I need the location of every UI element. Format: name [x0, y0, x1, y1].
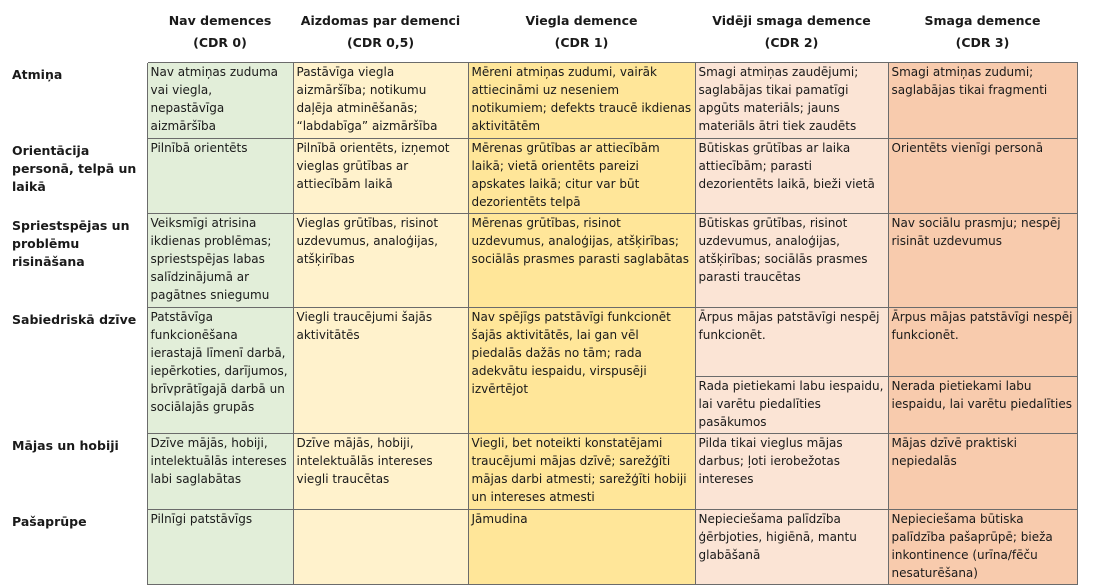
table-row-judgment [10, 214, 1077, 308]
column-header-label: Smaga demence [924, 13, 1041, 28]
table-cell: Mēreni atmiņas zudumi, vairāk attiecināmi uz neseniem notikumiem; defekts traucē ikdienas aktivitātēm [468, 63, 695, 139]
table-cell: Veiksmīgi atrisina ikdienas problēmas; spriestspējas labas salīdzinājumā ar pagātnes sniegumu [147, 214, 293, 308]
column-header-cdr3 [888, 6, 1077, 63]
table-cell: Pilnībā orientēts [147, 139, 293, 214]
table-cell: Nepieciešama palīdzība ģērbjoties, higiēnā, mantu glabāšanā [695, 510, 888, 585]
table-cell: Mērenas grūtības, risinot uzdevumus, analoģijas, atšķirības; sociālās prasmes parasti saglabātas [468, 214, 695, 308]
column-header-code: (CDR 1) [554, 35, 609, 50]
column-header-label: Viegla demence [525, 13, 638, 28]
row-header-personal-care: Pašaprūpe [10, 510, 147, 585]
column-header-cdr05 [293, 6, 468, 63]
table-cell: Dzīve mājās, hobiji, intelektuālās intereses labi saglabātas [147, 434, 293, 510]
table-cell-split [888, 308, 1077, 434]
column-header-cdr0 [147, 6, 293, 63]
table-row-home-hobbies [10, 434, 1077, 510]
column-header-code: (CDR 0) [193, 35, 247, 50]
row-header-community-affairs: Sabiedriskā dzīve [10, 308, 147, 434]
table-cell: Smagi atmiņas zudumi; saglabājas tikai fragmenti [888, 63, 1077, 139]
table-cell: Nepieciešama būtiska palīdzība pašaprūpē; bieža inkontinence (urīna/fēču nesaturēšana) [888, 510, 1077, 585]
column-header-label: Aizdomas par demenci [300, 13, 461, 28]
table-cell: Patstāvīga funkcionēšana ierastajā līmenī darbā, iepērkoties, darījumos, brīvprātīgajā darbā un sociālajās grupās [147, 308, 293, 434]
column-header-code: (CDR 3) [955, 35, 1010, 50]
table-cell: Vieglas grūtības, risinot uzdevumus, analoģijas, atšķirības [293, 214, 468, 308]
column-header-code: (CDR 2) [764, 35, 819, 50]
column-header-label: Vidēji smaga demence [712, 13, 871, 28]
table-cell: Dzīve mājās, hobiji, intelektuālās intereses viegli traucētas [293, 434, 468, 510]
row-header-home-hobbies: Mājas un hobiji [10, 434, 147, 510]
split-cell-top: Ārpus mājas patstāvīgi nespēj funkcionēt. [889, 308, 1077, 377]
table-row-personal-care [10, 510, 1077, 585]
table-cell: Orientēts vienīgi personā [888, 139, 1077, 214]
header-row [10, 6, 1077, 63]
header-corner [10, 6, 147, 63]
table-cell: Pilnībā orientēts, izņemot vieglas grūtības ar attiecībām laikā [293, 139, 468, 214]
table-cell: Nav atmiņas zuduma vai viegla, nepastāvīga aizmāršība [147, 63, 293, 139]
table-cell: Smagi atmiņas zaudējumi; saglabājas tikai pamatīgi apgūts materiāls; jauns materiāls ātri tiek zaudēts [695, 63, 888, 139]
split-cell-top: Ārpus mājas patstāvīgi nespēj funkcionēt. [696, 308, 888, 377]
table-cell [293, 510, 468, 585]
table-cell: Pilnīgi patstāvīgs [147, 510, 293, 585]
table-cell: Mājas dzīvē praktiski nepiedalās [888, 434, 1077, 510]
table-row-orientation [10, 139, 1077, 214]
table-cell: Pilda tikai vieglus mājas darbus; ļoti ierobežotas intereses [695, 434, 888, 510]
column-header-label: Nav demences [168, 13, 272, 28]
table-cell: Būtiskas grūtības, risinot uzdevumus, analoģijas, atšķirības; sociālās prasmes parasti traucētas [695, 214, 888, 308]
table-cell: Nav sociālu prasmju; nespēj risināt uzdevumus [888, 214, 1077, 308]
table-row-memory [10, 63, 1077, 139]
table-cell: Viegli traucējumi šajās aktivitātēs [293, 308, 468, 434]
column-header-cdr1 [468, 6, 695, 63]
table-cell: Pastāvīga viegla aizmāršība; notikumu daļēja atminēšanās; “labdabīga” aizmāršība [293, 63, 468, 139]
cdr-staging-table [10, 6, 1078, 585]
table-cell-split [695, 308, 888, 434]
table-cell: Būtiskas grūtības ar laika attiecībām; parasti dezorientēts laikā, bieži vietā [695, 139, 888, 214]
split-cell-bottom: Rada pietiekami labu iespaidu, lai varētu piedalīties pasākumos [698, 379, 884, 429]
table-cell: Viegli, bet noteikti konstatējami traucējumi mājas dzīvē; sarežģīti mājas darbi atmesti; sarežģīti hobiji un intereses atmesti [468, 434, 695, 510]
split-cell-bottom: Nerada pietiekami labu iespaidu, lai varētu piedalīties [891, 379, 1073, 411]
table-cell: Jāmudina [468, 510, 695, 585]
table-cell: Mērenas grūtības ar attiecībām laikā; vietā orientēts pareizi apskates laikā; citur var būt dezorientēts telpā [468, 139, 695, 214]
table-row-community-affairs [10, 308, 1077, 434]
table-cell: Nav spējīgs patstāvīgi funkcionēt šajās aktivitātēs, lai gan vēl piedalās dažās no tām; rada adekvātu iespaidu, virspusēji izvērtējot [468, 308, 695, 434]
row-header-memory: Atmiņa [10, 63, 147, 139]
row-header-orientation: Orientācija personā, telpā un laikā [10, 139, 147, 214]
column-header-code: (CDR 0,5) [346, 35, 415, 50]
row-header-judgment: Spriestspējas un problēmu risināšana [10, 214, 147, 308]
column-header-cdr2 [695, 6, 888, 63]
